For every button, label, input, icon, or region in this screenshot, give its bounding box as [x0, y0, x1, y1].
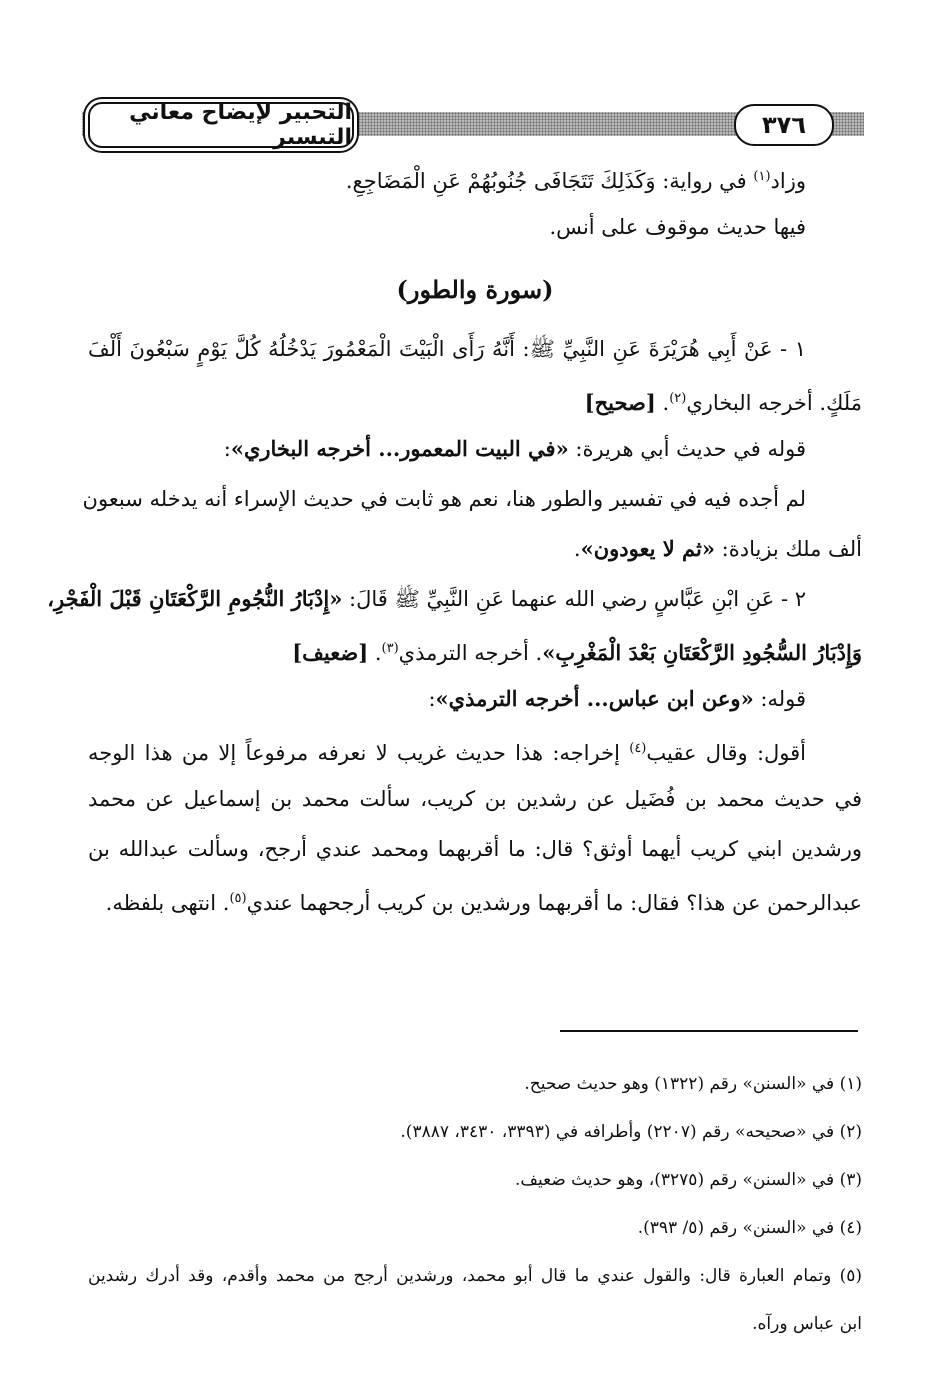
footnote-ref[interactable]: (١): [753, 169, 771, 184]
text-line: فيها حديث موقوف على أنس.: [549, 215, 806, 239]
commentary-line: ورشدين ابني كريب أيهما أوثق؟ قال: ما أقربهما ومحمد عندي أرجح، وسألت عبدالله بن: [88, 837, 862, 861]
footnote: (١) في «السنن» رقم (١٣٢٢) وهو حديث صحيح.: [524, 1074, 862, 1094]
commentary-line: قوله في حديث أبي هريرة: «في البيت المعمور... أخرجه البخاري»:: [223, 436, 806, 461]
footnote: (٤) في «السنن» رقم (٥/ ٣٩٣).: [637, 1218, 862, 1238]
text-line: وزاد$^{(١)}$ في رواية: وَكَذَلِكَ تَتَجَافَى جُنُوبُهُمْ عَنِ الْمَضَاجِعِ.: [345, 169, 806, 193]
hadith-2-line: وَإِدْبَارُ السُّجُودِ الرَّكْعَتَانِ بَعْدَ الْمَغْرِبِ». أخرجه الترمذي$^{(٣)}$. [ضعيف]: [292, 640, 862, 665]
footnotes: [88, 1060, 862, 1348]
footnote: (٥) وتمام العبارة قال: والقول عندي ما قال أبو محمد، ورشدين أرجح من محمد وأقدم، وقد أدرك رشدين: [88, 1266, 862, 1286]
commentary-line: ألف ملك بزيادة: «ثم لا يعودون».: [573, 536, 862, 561]
hadith-grade: [ضعيف]: [292, 640, 369, 665]
commentary-line: عبدالرحمن عن هذا؟ فقال: ما أقربهما ورشدين بن كريب أرجحهما عندي$^{(٥)}$. انتهى بلفظه.: [105, 891, 862, 915]
hadith-1-line: مَلَكٍ. أخرجه البخاري$^{(٢)}$. [صحيح]: [584, 390, 862, 415]
footnote-ref[interactable]: (٥): [229, 891, 247, 906]
footnote: (٢) في «صحيحه» رقم (٢٢٠٧) وأطرافه في (٣٣٩٣، ٣٤٣٠، ٣٨٨٧).: [400, 1122, 862, 1142]
commentary-line: أقول: وقال عقيب$^{(٤)}$ إخراجه: هذا حديث غريب لا نعرفه مرفوعاً إلا من هذا الوجه: [88, 741, 807, 765]
hadith-1-line: ١ - عَنْ أَبِي هُرَيْرَةَ عَنِ النَّبِيِّ ﷺ: أَنَّهُ رَأَى الْبَيْتَ الْمَعْمُورَ يَدْخُلُهُ كُلَّ يَوْمٍ سَبْعُونَ أَلْفَ: [88, 337, 806, 361]
footnote-ref[interactable]: (٤): [629, 741, 647, 756]
footnote-ref[interactable]: (٣): [381, 641, 399, 656]
page-number: ٣٧٦: [734, 104, 834, 146]
surah-heading: (سورة والطور): [396, 275, 554, 304]
main-text: [47, 152, 862, 924]
hadith-grade: [صحيح]: [584, 390, 656, 415]
commentary-line: في حديث محمد بن فُضَيل عن رشدين بن كريب، سألت محمد بن إسماعيل عن محمد: [88, 787, 862, 811]
page-header: [82, 98, 864, 156]
footnote-ref[interactable]: (٢): [669, 391, 687, 406]
hadith-2-line: ٢ - عَنِ ابْنِ عَبَّاسٍ رضي الله عنهما عَنِ النَّبِيِّ ﷺ قَالَ: «إِدْبَارُ النُّجُومِ الرَّكْعَتَانِ قَبْلَ الْفَجْرِ،: [47, 586, 806, 611]
book-title: التحبير لإيضاح معاني التيسير: [88, 102, 354, 148]
footnote-continuation: ابن عباس ورآه.: [752, 1314, 862, 1334]
footnote: (٣) في «السنن» رقم (٣٢٧٥)، وهو حديث ضعيف.: [514, 1170, 862, 1190]
commentary-line: لم أجده فيه في تفسير والطور هنا، نعم هو ثابت في حديث الإسراء أنه يدخله سبعون: [82, 487, 806, 511]
commentary-line: قوله: «وعن ابن عباس... أخرجه الترمذي»:: [428, 686, 806, 711]
footnote-separator: [560, 1030, 858, 1032]
